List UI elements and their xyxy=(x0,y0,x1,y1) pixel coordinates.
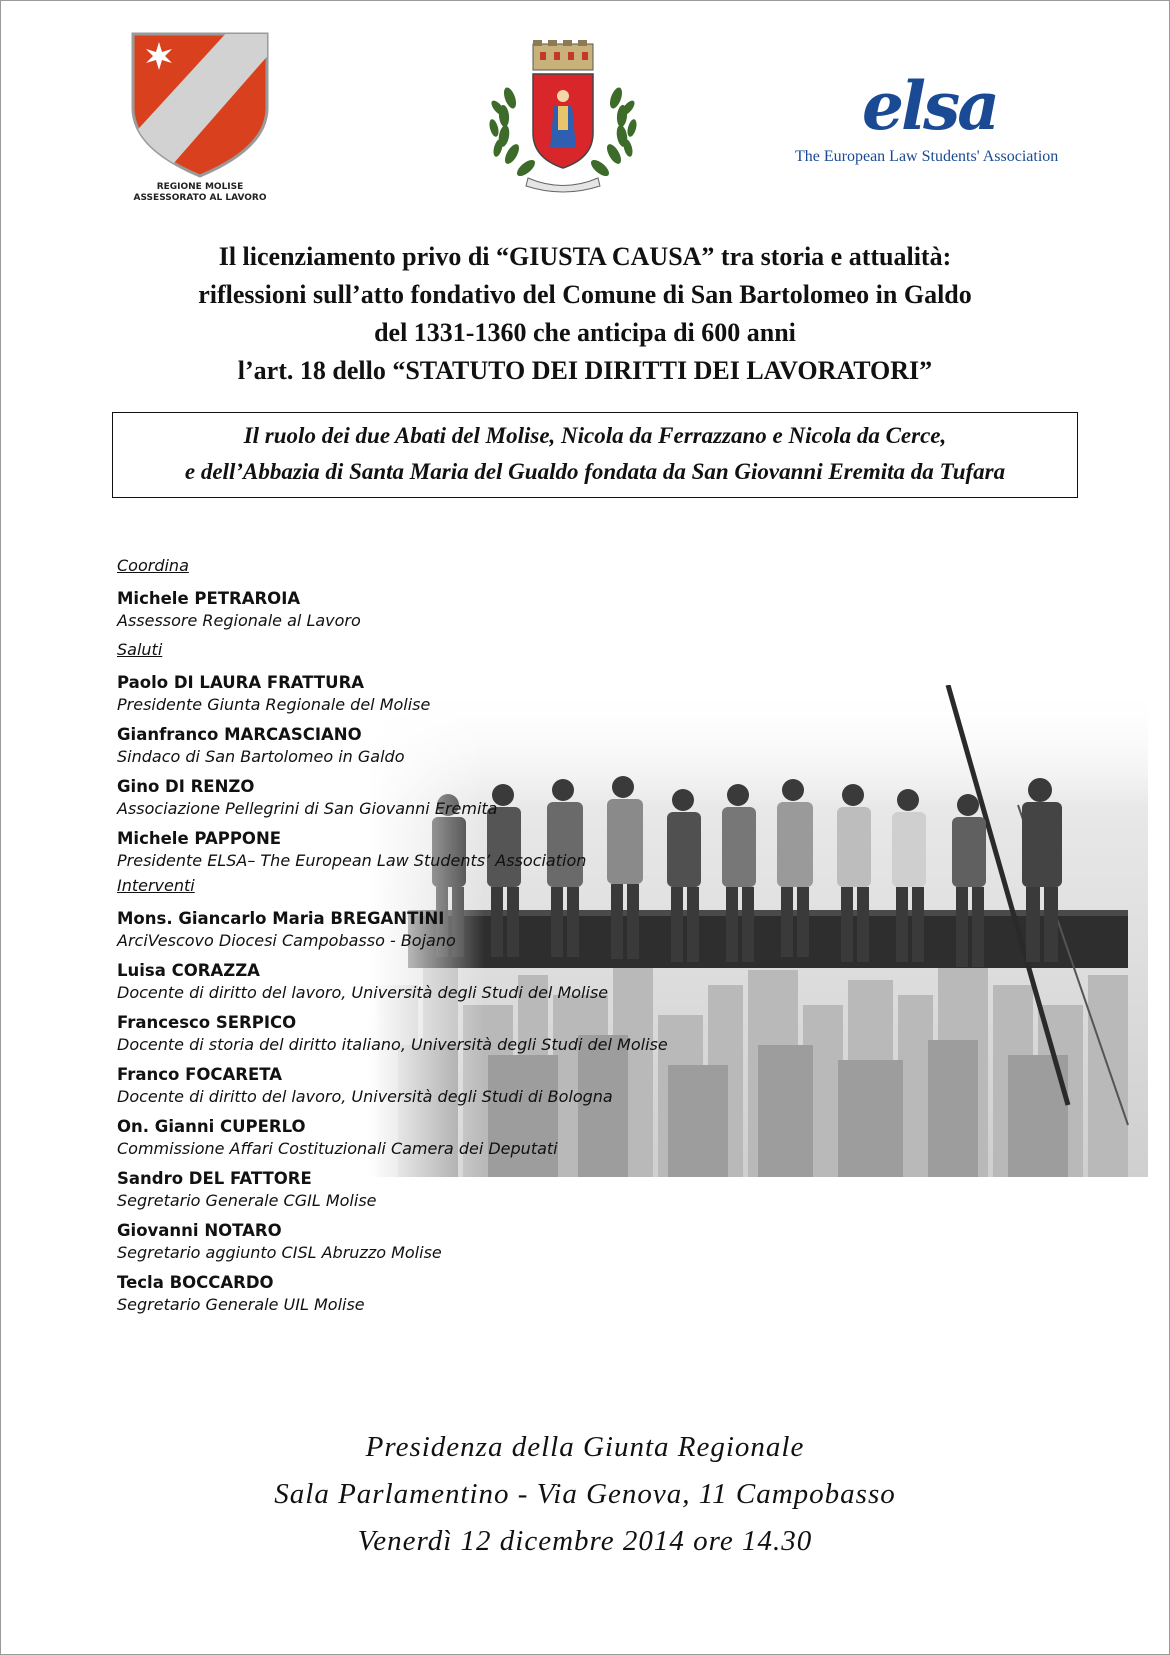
speaker-name: Gino DI RENZO xyxy=(117,777,255,796)
title-line-2: riflessioni sull’atto fondativo del Comune di San Bartolomeo in Galdo xyxy=(198,280,972,309)
title-line-1: Il licenziamento privo di “GIUSTA CAUSA” tra storia e attualità: xyxy=(218,242,952,271)
title-line-3: del 1331-1360 che anticipa di 600 anni xyxy=(374,318,796,347)
elsa-tagline: The European Law Students' Association xyxy=(795,148,1059,165)
subtitle-box xyxy=(112,412,1078,498)
speaker-role: Segretario aggiunto CISL Abruzzo Molise xyxy=(117,1243,442,1262)
venue-date: Venerdì 12 dicembre 2014 ore 14.30 xyxy=(357,1525,813,1557)
molise-caption-line2: ASSESSORATO AL LAVORO xyxy=(133,193,267,203)
speaker-role: Segretario Generale CGIL Molise xyxy=(117,1191,377,1210)
list-item xyxy=(117,1116,817,1160)
comune-logo xyxy=(488,38,638,198)
speaker-name: Gianfranco MARCASCIANO xyxy=(117,725,362,744)
speaker-name: Giovanni NOTARO xyxy=(117,1221,282,1240)
elsa-logo xyxy=(790,66,1090,176)
speaker-name: Tecla BOCCARDO xyxy=(117,1273,274,1292)
elsa-wordmark: elsa xyxy=(862,67,997,145)
speaker-role: Docente di storia del diritto italiano, Università degli Studi del Molise xyxy=(117,1035,668,1054)
list-item xyxy=(117,1272,817,1316)
list-item xyxy=(117,828,817,872)
subtitle-line-2: e dell’Abbazia di Santa Maria del Gualdo fondata da San Giovanni Eremita da Tufara xyxy=(184,459,1006,484)
list-item xyxy=(117,960,817,1004)
speaker-role: Sindaco di San Bartolomeo in Galdo xyxy=(117,747,405,766)
speaker-name: Luisa CORAZZA xyxy=(117,961,260,980)
event-title xyxy=(80,238,1090,390)
list-item xyxy=(117,1012,817,1056)
program-list xyxy=(117,556,817,1324)
speaker-name: Franco FOCARETA xyxy=(117,1065,282,1084)
list-item xyxy=(117,1064,817,1108)
list-item xyxy=(117,776,817,820)
speaker-name: Michele PETRAROIA xyxy=(117,589,301,608)
list-item xyxy=(117,908,817,952)
speaker-role: Assessore Regionale al Lavoro xyxy=(117,611,361,630)
speaker-role: ArciVescovo Diocesi Campobasso - Bojano xyxy=(117,931,456,950)
venue-line-1: Presidenza della Giunta Regionale xyxy=(365,1431,805,1463)
speaker-role: Segretario Generale UIL Molise xyxy=(117,1295,365,1314)
comune-crest-icon xyxy=(488,38,638,198)
subtitle-line-1: Il ruolo dei due Abati del Molise, Nicola da Ferrazzano e Nicola da Cerce, xyxy=(243,423,947,448)
regione-molise-logo xyxy=(125,30,275,220)
molise-shield-icon xyxy=(129,30,271,180)
speaker-name: On. Gianni CUPERLO xyxy=(117,1117,306,1136)
speaker-name: Mons. Giancarlo Maria BREGANTINI xyxy=(117,909,445,928)
speaker-name: Francesco SERPICO xyxy=(117,1013,297,1032)
list-item xyxy=(117,1168,817,1212)
speaker-role: Commissione Affari Costituzionali Camera dei Deputati xyxy=(117,1139,558,1158)
speaker-role: Docente di diritto del lavoro, Università degli Studi del Molise xyxy=(117,983,609,1002)
speaker-role: Presidente ELSA– The European Law Students’ Association xyxy=(117,851,587,870)
molise-caption-line1: REGIONE MOLISE xyxy=(156,182,244,192)
speaker-role: Docente di diritto del lavoro, Università degli Studi di Bologna xyxy=(117,1087,613,1106)
coordina-label: Coordina xyxy=(117,556,189,575)
list-item xyxy=(117,1220,817,1264)
list-item xyxy=(117,588,817,632)
venue-info xyxy=(150,1424,1020,1565)
list-item xyxy=(117,672,817,716)
speaker-role: Presidente Giunta Regionale del Molise xyxy=(117,695,431,714)
saluti-label: Saluti xyxy=(117,640,163,659)
list-item xyxy=(117,724,817,768)
title-line-4: l’art. 18 dello “STATUTO DEI DIRITTI DEI LAVORATORI” xyxy=(237,356,933,385)
interventi-label: Interventi xyxy=(117,876,195,895)
venue-line-2: Sala Parlamentino - Via Genova, 11 Campobasso xyxy=(274,1478,896,1510)
speaker-name: Michele PAPPONE xyxy=(117,829,282,848)
speaker-name: Paolo DI LAURA FRATTURA xyxy=(117,673,365,692)
speaker-name: Sandro DEL FATTORE xyxy=(117,1169,312,1188)
speaker-role: Associazione Pellegrini di San Giovanni Eremita xyxy=(117,799,498,818)
